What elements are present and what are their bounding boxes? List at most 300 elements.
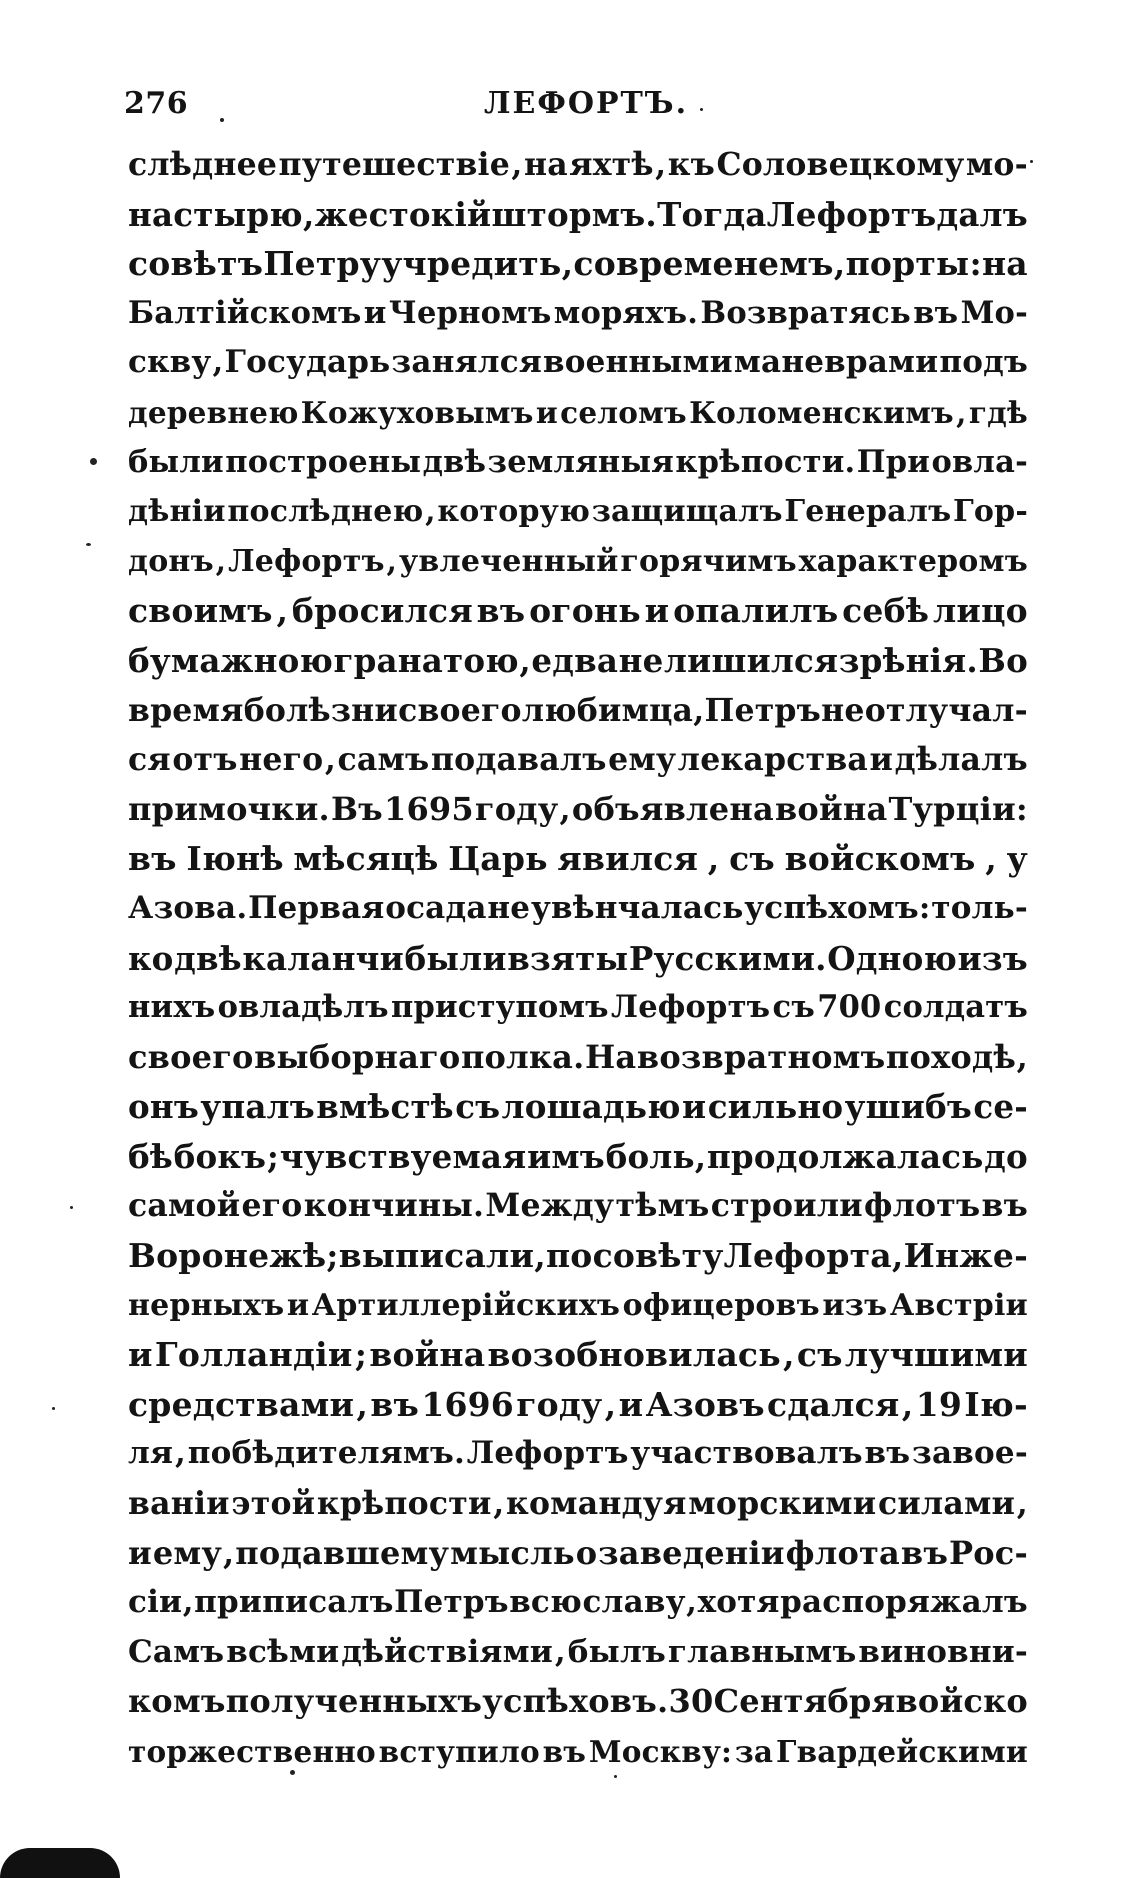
word: построены <box>225 443 422 480</box>
word: 1696 <box>421 1384 514 1424</box>
word: солдатъ <box>883 989 1028 1026</box>
word: занялся <box>391 344 542 381</box>
word: средствами <box>128 1384 355 1424</box>
word: лицо <box>932 591 1028 631</box>
word: до <box>984 1136 1028 1176</box>
word: мысль <box>450 1533 575 1572</box>
word: 1695 <box>383 789 474 828</box>
word: дѣлалъ <box>894 741 1028 779</box>
text-line <box>128 537 1028 587</box>
word: примочки. <box>128 789 330 828</box>
word: , <box>534 1236 546 1276</box>
word: , <box>215 543 227 579</box>
word: ; <box>326 1236 339 1276</box>
text-line <box>128 934 1028 984</box>
word: гранатою <box>333 640 519 680</box>
word: , <box>901 1384 914 1424</box>
word: въ <box>981 1187 1028 1225</box>
word: торжественно <box>128 1734 376 1769</box>
word: тѣмъ <box>615 1187 710 1225</box>
word: моряхъ. <box>553 294 699 331</box>
word: Тогда <box>657 194 767 234</box>
word: и <box>869 741 894 779</box>
word: сильно <box>707 1087 844 1127</box>
word: , <box>276 591 289 631</box>
word: деревнею <box>128 394 299 430</box>
word: Въ <box>330 789 383 828</box>
word: хотя <box>697 1584 780 1621</box>
word: путешествіе <box>278 146 510 183</box>
word: гдѣ <box>968 394 1028 430</box>
speck <box>86 543 91 546</box>
word: походѣ <box>885 1037 1017 1076</box>
word: При <box>856 443 931 480</box>
word: имъ <box>527 1136 605 1176</box>
word: Рос- <box>949 1533 1028 1572</box>
word: со <box>573 244 616 284</box>
text-line <box>128 1677 1028 1727</box>
word: , <box>1016 1485 1028 1523</box>
word: Между <box>485 1187 615 1225</box>
word: былъ <box>567 1633 666 1670</box>
word: штормъ. <box>491 194 657 234</box>
word: жестокій <box>314 194 492 234</box>
word: по <box>545 1236 593 1276</box>
speck <box>1030 160 1033 163</box>
word: главнымъ <box>667 1633 857 1670</box>
word: приписалъ <box>194 1584 394 1621</box>
word: селомъ <box>560 394 687 430</box>
text-line <box>128 983 1028 1033</box>
word: у <box>1006 839 1028 879</box>
word: временемъ <box>616 244 834 284</box>
speck <box>220 118 224 122</box>
word: , <box>985 839 997 879</box>
word: флотъ <box>864 1187 981 1225</box>
word: подавалъ <box>430 741 607 779</box>
word: и <box>535 394 558 430</box>
word: , <box>693 691 705 729</box>
word: вступило <box>378 1734 540 1769</box>
word: году <box>474 789 559 828</box>
word: военными <box>542 344 733 381</box>
word: лошадью <box>501 1087 681 1127</box>
speck <box>90 458 97 465</box>
word: побѣдителямъ. <box>187 1435 465 1472</box>
word: Первая <box>248 889 385 926</box>
word: крѣпости <box>316 1485 492 1523</box>
word: , <box>783 1335 795 1375</box>
word: въ <box>900 1533 949 1572</box>
word: распоряжалъ <box>780 1584 1028 1621</box>
word: были <box>128 443 224 480</box>
word: овла- <box>931 443 1028 480</box>
word: Воронежѣ <box>128 1236 327 1276</box>
word: , <box>174 1435 186 1472</box>
word: увѣнчалась <box>530 889 744 926</box>
word: Петръ <box>704 691 822 729</box>
word: , <box>1016 1037 1028 1076</box>
word: за <box>734 1734 774 1769</box>
word: участвовалъ <box>630 1435 863 1472</box>
word: Лефорта <box>723 1236 892 1276</box>
word: отлучал- <box>864 691 1028 729</box>
word: и <box>363 294 387 331</box>
word: Во <box>978 640 1028 680</box>
word: силами <box>877 1485 1016 1523</box>
word: , <box>519 640 531 680</box>
word: съ <box>455 1087 501 1127</box>
word: Лефортъ <box>766 194 937 234</box>
word: Гвардейскими <box>776 1734 1028 1769</box>
word: едва <box>531 640 619 680</box>
word: Москву: <box>588 1734 733 1769</box>
word: войскомъ <box>784 839 976 879</box>
text-line <box>128 686 1028 736</box>
word: командуя <box>506 1485 687 1523</box>
text-line <box>128 1281 1028 1331</box>
word: маневрами <box>733 344 939 381</box>
word: ля <box>128 1435 174 1472</box>
word: подавшему <box>235 1533 450 1572</box>
word: съ <box>796 1335 843 1375</box>
text-line <box>128 239 1028 289</box>
text-line <box>128 140 1028 190</box>
word: подъ <box>939 344 1028 381</box>
word: Самъ <box>128 1633 225 1670</box>
word: характеромъ <box>798 543 1028 579</box>
word: лишился <box>664 640 839 680</box>
word: вмѣстѣ <box>316 1087 454 1127</box>
word: порты <box>845 244 970 284</box>
word: Петру <box>263 244 382 284</box>
word: сдался <box>767 1384 900 1424</box>
word: успѣховъ. <box>482 1682 669 1721</box>
word: въ <box>370 1384 420 1424</box>
word: возвратномъ <box>636 1037 886 1076</box>
word: Артиллерійскихъ <box>311 1287 621 1323</box>
word: совѣту <box>592 1236 724 1276</box>
word: война <box>369 1335 486 1375</box>
word: война <box>774 789 888 828</box>
word: году <box>516 1384 603 1424</box>
word: Іюнѣ <box>186 839 284 879</box>
word: Лефортъ <box>611 989 771 1026</box>
text-line <box>128 834 1028 884</box>
word: и <box>618 1384 644 1424</box>
word: , <box>511 146 523 183</box>
word: , <box>356 1384 369 1424</box>
word: въ <box>864 1435 911 1472</box>
word: , <box>425 494 436 530</box>
word: Лефортъ <box>228 543 385 579</box>
text-line <box>128 735 1028 785</box>
word: и <box>644 591 670 631</box>
speck <box>70 1206 73 1209</box>
word: Кожуховымъ <box>300 394 534 430</box>
word: дѣйствіями <box>341 1633 553 1670</box>
text-line <box>128 1181 1028 1231</box>
word: не <box>821 691 865 729</box>
word: Австріи <box>889 1287 1028 1323</box>
word: изъ <box>957 938 1028 978</box>
word: офицеровъ <box>622 1287 820 1323</box>
word: своимъ <box>128 591 273 631</box>
word: Коломенскимъ <box>689 394 954 430</box>
word: всю <box>509 1584 582 1621</box>
word: славу <box>582 1584 686 1621</box>
word: на <box>981 244 1028 284</box>
word: съ <box>729 839 775 879</box>
text-line <box>128 636 1028 686</box>
word: были <box>404 938 507 978</box>
word: послѣднею <box>227 494 424 530</box>
word: онъ <box>128 1087 199 1127</box>
word: Голландіи <box>154 1335 353 1375</box>
word: и <box>682 1087 707 1127</box>
word: толь- <box>931 889 1028 926</box>
word: Лефортъ <box>466 1435 629 1472</box>
word: объявлена <box>571 789 774 828</box>
word: взяты <box>507 938 629 978</box>
word: успѣхомъ: <box>744 889 931 926</box>
text-line <box>128 487 1028 537</box>
word: къ <box>667 146 716 183</box>
word: , <box>182 1584 194 1621</box>
text-line <box>128 1578 1028 1628</box>
word: нерныхъ <box>128 1287 285 1323</box>
word: зрѣнія. <box>838 640 978 680</box>
word: своего <box>128 1037 254 1076</box>
word: Сентября <box>713 1682 896 1721</box>
word: ему <box>608 741 677 779</box>
body-text <box>128 140 1028 1777</box>
word: , <box>891 1236 904 1276</box>
word: флота <box>785 1533 900 1572</box>
word: мѣсяцѣ <box>293 839 439 879</box>
word: заведеніи <box>598 1533 785 1572</box>
text-line <box>128 586 1028 636</box>
word: , <box>559 789 571 828</box>
word: Гор- <box>953 494 1028 530</box>
word: приступомъ <box>390 989 609 1026</box>
word: 30 <box>668 1682 714 1721</box>
word: бокъ <box>173 1136 267 1176</box>
word: выборнаго <box>254 1037 461 1076</box>
word: мо- <box>965 146 1028 183</box>
word: чувствуемая <box>279 1136 527 1176</box>
word: ко <box>128 938 174 978</box>
running-head: ЛЕФОРТЪ. <box>484 86 689 121</box>
word: этой <box>231 1485 316 1523</box>
word: донъ <box>128 543 214 579</box>
word: самой <box>128 1187 241 1225</box>
word: защищалъ <box>591 494 783 530</box>
word: о <box>575 1533 598 1572</box>
word: : <box>969 244 982 284</box>
word: дѣніи <box>128 494 226 530</box>
speck <box>52 1407 55 1410</box>
text-line <box>128 1429 1028 1479</box>
word: Мо- <box>960 294 1028 331</box>
word: учредить <box>381 244 562 284</box>
word: Ію- <box>964 1384 1028 1424</box>
word: и <box>128 1533 152 1572</box>
word: далъ <box>936 194 1028 234</box>
word: которую <box>437 494 591 530</box>
word: двѣ <box>174 938 242 978</box>
page-header <box>124 86 1020 130</box>
word: осада <box>385 889 487 926</box>
word: не <box>487 889 531 926</box>
word: кончины. <box>303 1187 485 1225</box>
scan-edge-blot <box>0 1848 120 1878</box>
word: бросился <box>291 591 473 631</box>
word: боль, <box>605 1136 707 1176</box>
word: огонь <box>529 591 641 631</box>
word: всѣми <box>226 1633 340 1670</box>
word: 19 <box>915 1384 963 1424</box>
word: , <box>833 244 846 284</box>
word: самъ <box>337 741 430 779</box>
word: время <box>128 691 244 729</box>
word: , <box>956 394 967 430</box>
word: завое- <box>912 1435 1028 1472</box>
word: Черномъ <box>388 294 552 331</box>
word: и <box>128 1335 153 1375</box>
word: не <box>618 640 664 680</box>
word: ся <box>128 741 171 779</box>
word: двѣ <box>422 443 487 480</box>
word: на <box>523 146 568 183</box>
word: своего <box>398 691 522 729</box>
word: Генералъ <box>784 494 952 530</box>
word: комъ <box>128 1682 226 1721</box>
word: лекарства <box>677 741 869 779</box>
word: войско <box>895 1682 1028 1721</box>
word: ему <box>152 1533 223 1572</box>
word: бѣ <box>128 1136 173 1176</box>
text-line <box>128 1479 1028 1529</box>
word: увлеченный <box>399 543 619 579</box>
word: , <box>707 839 720 879</box>
word: овладѣлъ <box>217 989 389 1026</box>
word: возобновилась <box>487 1335 781 1375</box>
word: Азова. <box>128 889 248 926</box>
text-line <box>128 1033 1028 1083</box>
word: строили <box>710 1187 863 1225</box>
text-line <box>128 1529 1028 1579</box>
word: 700 <box>817 989 882 1026</box>
word: горячимъ <box>620 543 797 579</box>
word: въ <box>542 1734 587 1769</box>
word: полученныхъ <box>225 1682 483 1721</box>
word: Балтійскомъ <box>128 294 362 331</box>
text-line <box>128 338 1028 388</box>
word: полка. <box>460 1037 585 1076</box>
text-line <box>128 1132 1028 1182</box>
text-line <box>128 190 1028 240</box>
word: въ <box>913 294 959 331</box>
word: морскими <box>688 1485 877 1523</box>
text-line <box>128 289 1028 339</box>
word: Государь <box>224 344 391 381</box>
word: яхтѣ <box>569 146 654 183</box>
word: Русскими. <box>628 938 827 978</box>
word: , <box>561 244 574 284</box>
word: ваніи <box>128 1485 230 1523</box>
word: опалилъ <box>673 591 839 631</box>
word: , <box>324 741 336 779</box>
word: совѣтъ <box>128 244 264 284</box>
text-line <box>128 785 1028 835</box>
word: любимца <box>521 691 694 729</box>
text-line <box>128 1330 1028 1380</box>
word: Инже- <box>903 1236 1028 1276</box>
word: земляныя <box>487 443 674 480</box>
text-line <box>128 1380 1028 1430</box>
word: виновни- <box>858 1633 1028 1670</box>
word: се- <box>973 1087 1028 1127</box>
word: ; <box>266 1136 280 1176</box>
word: продолжалась <box>706 1136 984 1176</box>
word: Одною <box>827 938 957 978</box>
speck <box>290 1770 295 1775</box>
speck <box>700 108 703 111</box>
word: Возвратясь <box>700 294 911 331</box>
word: , <box>212 344 224 381</box>
word: отъ <box>172 741 238 779</box>
word: выписали <box>338 1236 535 1276</box>
text-line <box>128 1727 1028 1777</box>
word: , <box>386 543 398 579</box>
word: себѣ <box>842 591 930 631</box>
word: его <box>241 1187 303 1225</box>
text-line <box>128 438 1028 488</box>
word: Азовъ <box>645 1384 765 1424</box>
word: явился <box>557 839 699 879</box>
text-line <box>128 388 1028 438</box>
word: бумажною <box>128 640 333 680</box>
word: крѣпости. <box>675 443 856 480</box>
word: въ <box>128 839 177 879</box>
word: каланчи <box>242 938 404 978</box>
word: , <box>655 146 667 183</box>
word: него <box>239 741 324 779</box>
word: Петръ <box>394 1584 509 1621</box>
word: ; <box>354 1335 368 1375</box>
speck <box>614 1775 617 1778</box>
word: , <box>554 1633 566 1670</box>
word: Турціи: <box>888 789 1028 828</box>
word: слѣднее <box>128 146 278 183</box>
word: скву <box>128 344 212 381</box>
word: настырю <box>128 194 303 234</box>
word: , <box>604 1384 617 1424</box>
word: , <box>223 1533 235 1572</box>
text-line <box>128 1082 1028 1132</box>
word: Соловецкому <box>716 146 965 183</box>
word: упалъ <box>200 1087 315 1127</box>
text-line <box>128 1628 1028 1678</box>
word: сіи <box>128 1584 183 1621</box>
word: На <box>584 1037 637 1076</box>
word: лучшими <box>844 1335 1028 1375</box>
word: , <box>493 1485 505 1523</box>
word: нихъ <box>128 989 216 1026</box>
word: изъ <box>822 1287 888 1323</box>
word: и <box>286 1287 310 1323</box>
